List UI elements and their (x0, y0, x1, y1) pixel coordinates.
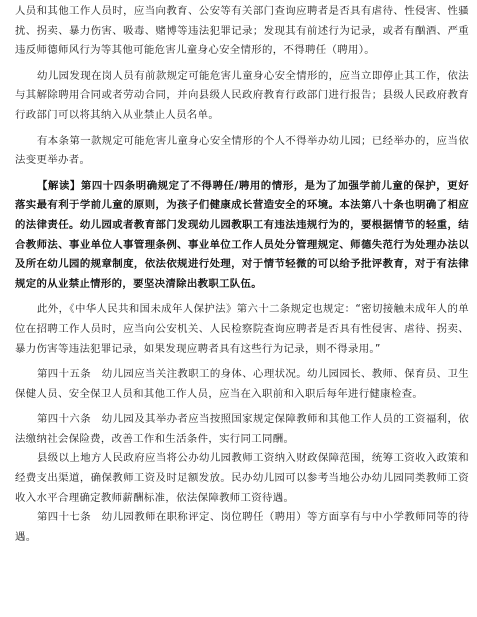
paragraph-article-44-clause-3: 有本条第一款规定可能危害儿童身心安全情形的个人不得举办幼儿园；已经举办的，应当依法变更举办者。 (15, 134, 469, 167)
paragraph-minors-protection-law: 此外，《中华人民共和国未成年人保护法》第六十二条规定也规定：“密切接触未成年人的单位在招聘工作人员时，应当向公安机关、人民检察院查询应聘者是否具有性侵害、虐待、拐卖、暴力伤害等违法犯罪记录，如果发现应聘者具有这些行为记录，则不得录用。” (15, 303, 469, 355)
paragraph-continuation: 人员和其他工作人员时，应当向教育、公安等有关部门查询应聘者是否具有虐待、性侵害、性骚扰、拐卖、暴力伤害、吸毒、赌博等违法犯罪记录；发现其有前述行为记录，或者有酗酒、严重违反师德师风行为等其他可能危害儿童身心安全情形的，不得聘任（聘用）。 (15, 5, 469, 57)
paragraph-article-44-clause-2: 幼儿园发现在岗人员有前款规定可能危害儿童身心安全情形的，应当立即停止其工作，依法与其解除聘用合同或者劳动合同，并向县级人民政府教育行政部门进行报告；县级人民政府教育行政部门可以将其纳入从业禁止人员名单。 (15, 69, 469, 121)
paragraph-interpretation: 【解读】第四十四条明确规定了不得聘任/聘用的情形，是为了加强学前儿童的保护，更好落实最有利于学前儿童的原则，为孩子们健康成长营造安全的环境。本法第八十条也明确了相应的法律责任。幼儿园或者教育部门发现幼儿园教职工有违法违规行为的，要根据情节的轻重，结合教师法、事业单位人事管理条例、事业单位工作人员处分管理规定、师德失范行为处理办法以及所在幼儿园的规章制度，依法依规进行处理，对于情节轻微的可以给予批评教育，对于有法律规定的从业禁止情形的，要坚决清除出教职工队伍。 (15, 179, 469, 290)
paragraph-article-46-clause-2: 县级以上地方人民政府应当将公办幼儿园教师工资纳入财政保障范围，统筹工资收入政策和经费支出渠道，确保教师工资及时足额发放。民办幼儿园可以参考当地公办幼儿园同类教师工资收入水平合理确定教师薪酬标准，依法保障教师工资待遇。 (15, 452, 469, 504)
paragraph-article-45: 第四十五条 幼儿园应当关注教职工的身体、心理状况。幼儿园园长、教师、保育员、卫生保健人员、安全保卫人员和其他工作人员，应当在入职前和入职后每年进行健康检查。 (15, 368, 469, 400)
paragraph-article-46: 第四十六条 幼儿园及其举办者应当按照国家规定保障教师和其他工作人员的工资福利，依法缴纳社会保险费，改善工作和生活条件，实行同工同酬。 (15, 413, 469, 445)
paragraph-article-47: 第四十七条 幼儿园教师在职称评定、岗位聘任（聘用）等方面享有与中小学教师同等的待遇。 (15, 511, 469, 543)
